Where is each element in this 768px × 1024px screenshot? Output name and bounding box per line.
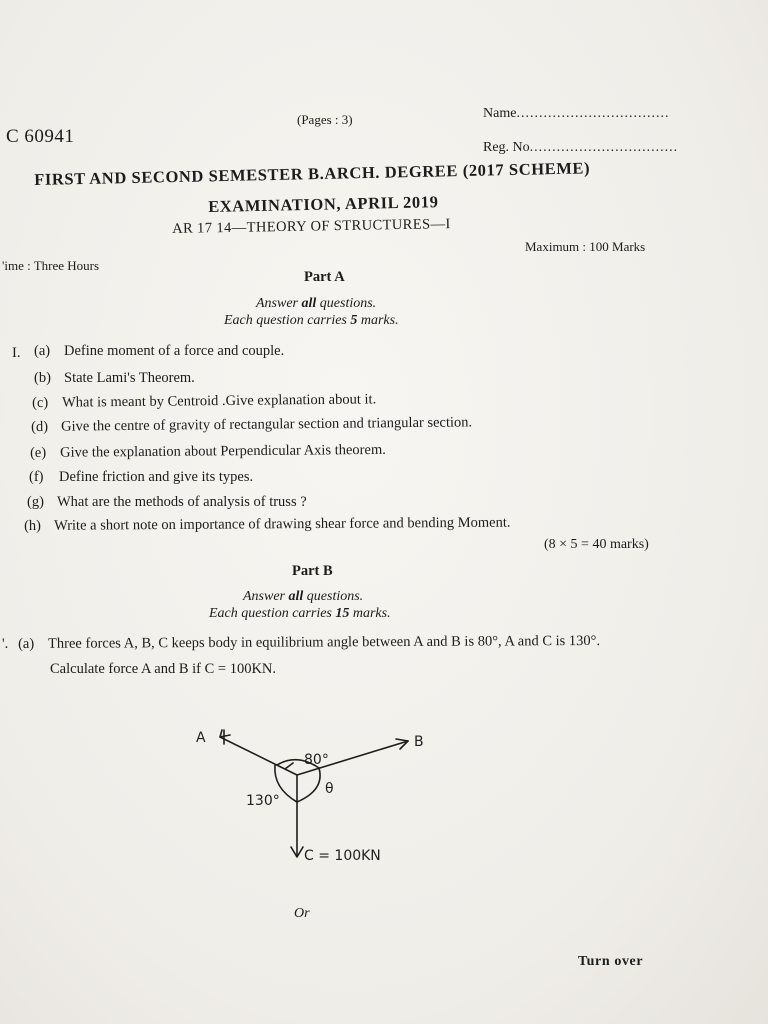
force-diagram [180, 720, 440, 880]
angle-arc-bc [297, 768, 320, 802]
paper-code: C 60941 [6, 126, 75, 147]
name-dots: .................................. [516, 106, 670, 121]
part-b-heading: Part B [292, 563, 333, 579]
part-a-heading: Part A [304, 269, 345, 285]
label-a: A [196, 730, 206, 746]
part-a-roman: I. [12, 345, 21, 361]
question-2a-line1: (a) Three forces A, B, C keeps body in equilibrium angle between A and B is 80°, A and C is 130°. [18, 632, 601, 652]
exam-title-line1: FIRST AND SECOND SEMESTER B.ARCH. DEGREE (2017 SCHEME) [34, 158, 591, 189]
question-f: (f) Define friction and give its types. [29, 469, 254, 485]
or-separator: Or [294, 906, 310, 921]
part-b-instruction-2: Each question carries 15 marks. [209, 606, 391, 621]
part-a-instruction-1: Answer all questions. [256, 296, 377, 311]
question-a: (a) Define moment of a force and couple. [34, 343, 285, 359]
angle-ac-label: 130° [246, 793, 280, 809]
turn-over: Turn over [578, 954, 644, 969]
reg-no-label: Reg. No [483, 140, 530, 155]
reg-no-dots: ................................. [529, 140, 679, 155]
question-b: (b) State Lami's Theorem. [34, 370, 195, 386]
name-label: Name [483, 106, 517, 121]
reg-no-field [483, 140, 678, 156]
question-d: (d) Give the centre of gravity of rectangular section and triangular section. [31, 414, 473, 435]
exam-title-line2: EXAMINATION, APRIL 2019 [208, 192, 439, 216]
question-2a-line2: Calculate force A and B if C = 100KN. [50, 661, 277, 677]
question-e: (e) Give the explanation about Perpendicular Axis theorem. [30, 441, 386, 461]
time-allowed: 'ime : Three Hours [2, 258, 100, 273]
question-h: (h) Write a short note on importance of drawing shear force and bending Moment. [24, 514, 511, 534]
angle-arc-tick [285, 763, 293, 769]
part-b-instruction-1: Answer all questions. [243, 589, 364, 604]
angle-theta-label: θ [325, 781, 334, 797]
maximum-marks: Maximum : 100 Marks [525, 239, 646, 254]
part-a-instruction-2: Each question carries 5 marks. [224, 313, 399, 328]
pages-count: (Pages : 3) [297, 112, 353, 127]
label-c: C = 100KN [304, 848, 381, 864]
part-b-roman: '. [2, 636, 9, 652]
force-a-arrowhead [220, 730, 230, 737]
subject-title: AR 17 14—THEORY OF STRUCTURES—I [172, 216, 451, 237]
label-b: B [414, 734, 424, 750]
question-g: (g) What are the methods of analysis of truss ? [27, 494, 307, 510]
angle-ab-label: 80° [304, 752, 329, 768]
question-c: (c) What is meant by Centroid .Give explanation about it. [32, 391, 377, 411]
part-a-marks: (8 × 5 = 40 marks) [544, 537, 649, 552]
name-field [483, 106, 669, 122]
